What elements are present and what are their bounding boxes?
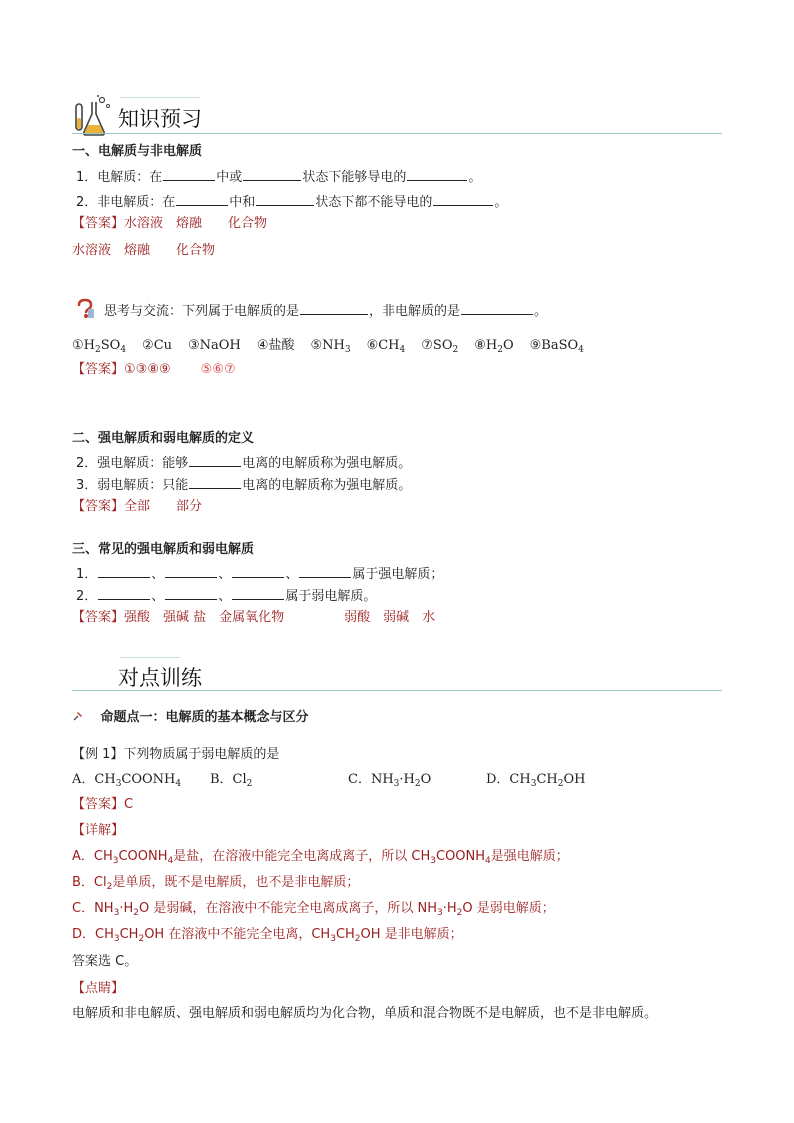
detail-c: C．$NH_3\cdot H_2O$ 是弱碱，在溶液中不能完全电离成离子，所以 $NH_3\cdot H_2O$ 是弱电解质；	[72, 901, 555, 918]
option-d[interactable]: D．$CH_3CH_2OH$	[486, 772, 586, 789]
blank[interactable]	[165, 586, 217, 600]
detail-a: A．$CH_3COONH_4$是盐，在溶液中能完全电离成离子，所以 $CH_3COONH_4$是强电解质；	[72, 849, 569, 866]
blank[interactable]	[407, 167, 467, 181]
heading-2: 二、强电解质和弱电解质的定义	[72, 431, 255, 446]
answer-1b: 水溶液 熔融 化合物	[72, 243, 216, 258]
blank[interactable]	[98, 564, 150, 578]
header-rule	[72, 690, 722, 691]
blank[interactable]	[165, 564, 217, 578]
answer-label: 【答案】	[72, 499, 125, 514]
blank[interactable]	[256, 192, 314, 206]
header-top-rule	[120, 97, 200, 98]
blank[interactable]	[232, 564, 284, 578]
answer-3: 【答案】全部 部分	[72, 499, 203, 514]
question-2: 2．非电解质：在 中和 状态下都不能导电的 。	[76, 192, 507, 212]
substance-list: $①H_2SO_4$ ②Cu ③NaOH ④盐酸 $⑤NH_3$ $⑥CH_4$ $⑦SO_2$ $⑧H_2O$ ⑨BaSO$_4$	[72, 338, 584, 355]
heading-1: 一、电解质与非电解质	[72, 144, 203, 159]
question-1: 1．电解质：在 中或 状态下能够导电的 。	[76, 167, 481, 187]
option-c[interactable]: C．$NH_3\cdot H_2O$	[348, 772, 432, 789]
question-4: 3．弱电解质：只能 电离的电解质称为强电解质。	[76, 475, 411, 495]
blank[interactable]	[232, 586, 284, 600]
answer-label: 【答案】	[72, 797, 125, 812]
blank[interactable]	[433, 192, 493, 206]
tip-text: 电解质和非电解质、强电解质和弱电解质均为化合物，单质和混合物既不是电解质，也不是非电解质。	[72, 1006, 658, 1021]
section1-header	[70, 92, 722, 137]
answer-label: 【答案】	[72, 362, 125, 377]
answer-2: 【答案】①③⑧⑨ ⑤⑥⑦	[72, 362, 236, 377]
blank[interactable]	[98, 586, 150, 600]
section1-title: 知识预习	[118, 107, 202, 131]
blank[interactable]	[299, 564, 351, 578]
blank[interactable]	[189, 475, 241, 489]
option-a[interactable]: A．$CH_3COONH_4$	[72, 772, 182, 789]
question-3: 2．强电解质：能够 电离的电解质称为强电解质。	[76, 453, 411, 473]
blank[interactable]	[243, 167, 301, 181]
detail-b: B．$Cl_2$是单质，既不是电解质，也不是非电解质；	[72, 875, 360, 892]
topic-line: 命题点一：电解质的基本概念与区分	[72, 709, 309, 727]
options-row	[72, 771, 722, 791]
tip-label: 【点睛】	[72, 981, 125, 996]
header-rule	[72, 133, 722, 134]
header-top-rule	[120, 657, 180, 658]
detail-d: D．$CH_3CH_2OH$ 在溶液中不能完全电离，$CH_3CH_2OH$ 是非电解质；	[72, 927, 463, 944]
lab-flask-icon	[70, 94, 114, 138]
blank[interactable]	[163, 167, 215, 181]
pushpin-icon	[72, 710, 84, 722]
blank[interactable]	[461, 301, 533, 315]
question-mark-icon	[74, 298, 96, 320]
blank[interactable]	[189, 453, 241, 467]
blank[interactable]	[176, 192, 228, 206]
answer-example: 【答案】C	[72, 797, 134, 812]
answer-1: 【答案】水溶液 熔融 化合物	[72, 216, 268, 231]
question-5: 1． 、 、 、 属于强电解质；	[76, 564, 443, 584]
example-1: 【例 1】下列物质属于弱电解质的是	[72, 747, 280, 762]
detail-label: 【详解】	[72, 823, 125, 838]
option-b[interactable]: B．$Cl_2$	[210, 772, 253, 789]
section2-title: 对点训练	[118, 666, 202, 690]
answer-label: 【答案】	[72, 610, 125, 625]
answer-4: 【答案】强酸 强碱 盐 金属氧化物 弱酸 弱碱 水	[72, 610, 436, 625]
answer-label: 【答案】	[72, 216, 125, 231]
question-6: 2． 、 、 属于弱电解质。	[76, 586, 376, 606]
heading-3: 三、常见的强电解质和弱电解质	[72, 542, 255, 557]
blank[interactable]	[300, 301, 368, 315]
conclusion: 答案选 C。	[72, 954, 138, 969]
